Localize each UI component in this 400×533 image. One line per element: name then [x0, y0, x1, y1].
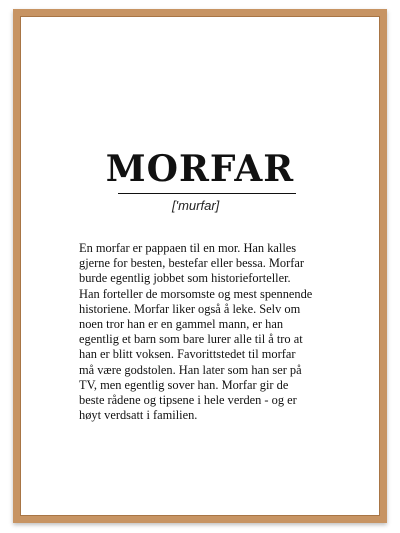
poster	[20, 16, 380, 516]
definition-line: egentlig et barn som bare lurer alle til å tro at	[79, 332, 303, 347]
definition-line: TV, men egentlig sover han. Morfar gir de	[79, 377, 289, 392]
definition-line: historiene. Morfar liker også å leke. Selv om	[79, 301, 301, 316]
definition-line: må være godstolen. Han later som han ser på	[79, 362, 302, 377]
definition-line: burde egentlig jobbet som historieforteller.	[79, 271, 291, 286]
poster-title: MORFAR	[105, 148, 295, 190]
definition-line: beste rådene og tipsene i hele verden - og er	[79, 393, 297, 408]
definition-line: høyt verdsatt i familien.	[79, 408, 198, 423]
definition-line: noen tror han er en gammel mann, er han	[79, 317, 284, 332]
picture-frame	[13, 9, 387, 523]
definition-line: gjerne for besten, bestefar eller bessa. Morfar	[79, 256, 304, 271]
phonetic-transcription: ['murfar]	[172, 198, 220, 213]
definition-text	[79, 241, 349, 423]
title-underline	[118, 193, 296, 194]
definition-line: han er blitt voksen. Favorittstedet til morfar	[79, 347, 296, 362]
definition-line: En morfar er pappaen til en mor. Han kalles	[79, 241, 297, 255]
definition-line: Han forteller de morsomste og mest spennende	[79, 286, 313, 301]
